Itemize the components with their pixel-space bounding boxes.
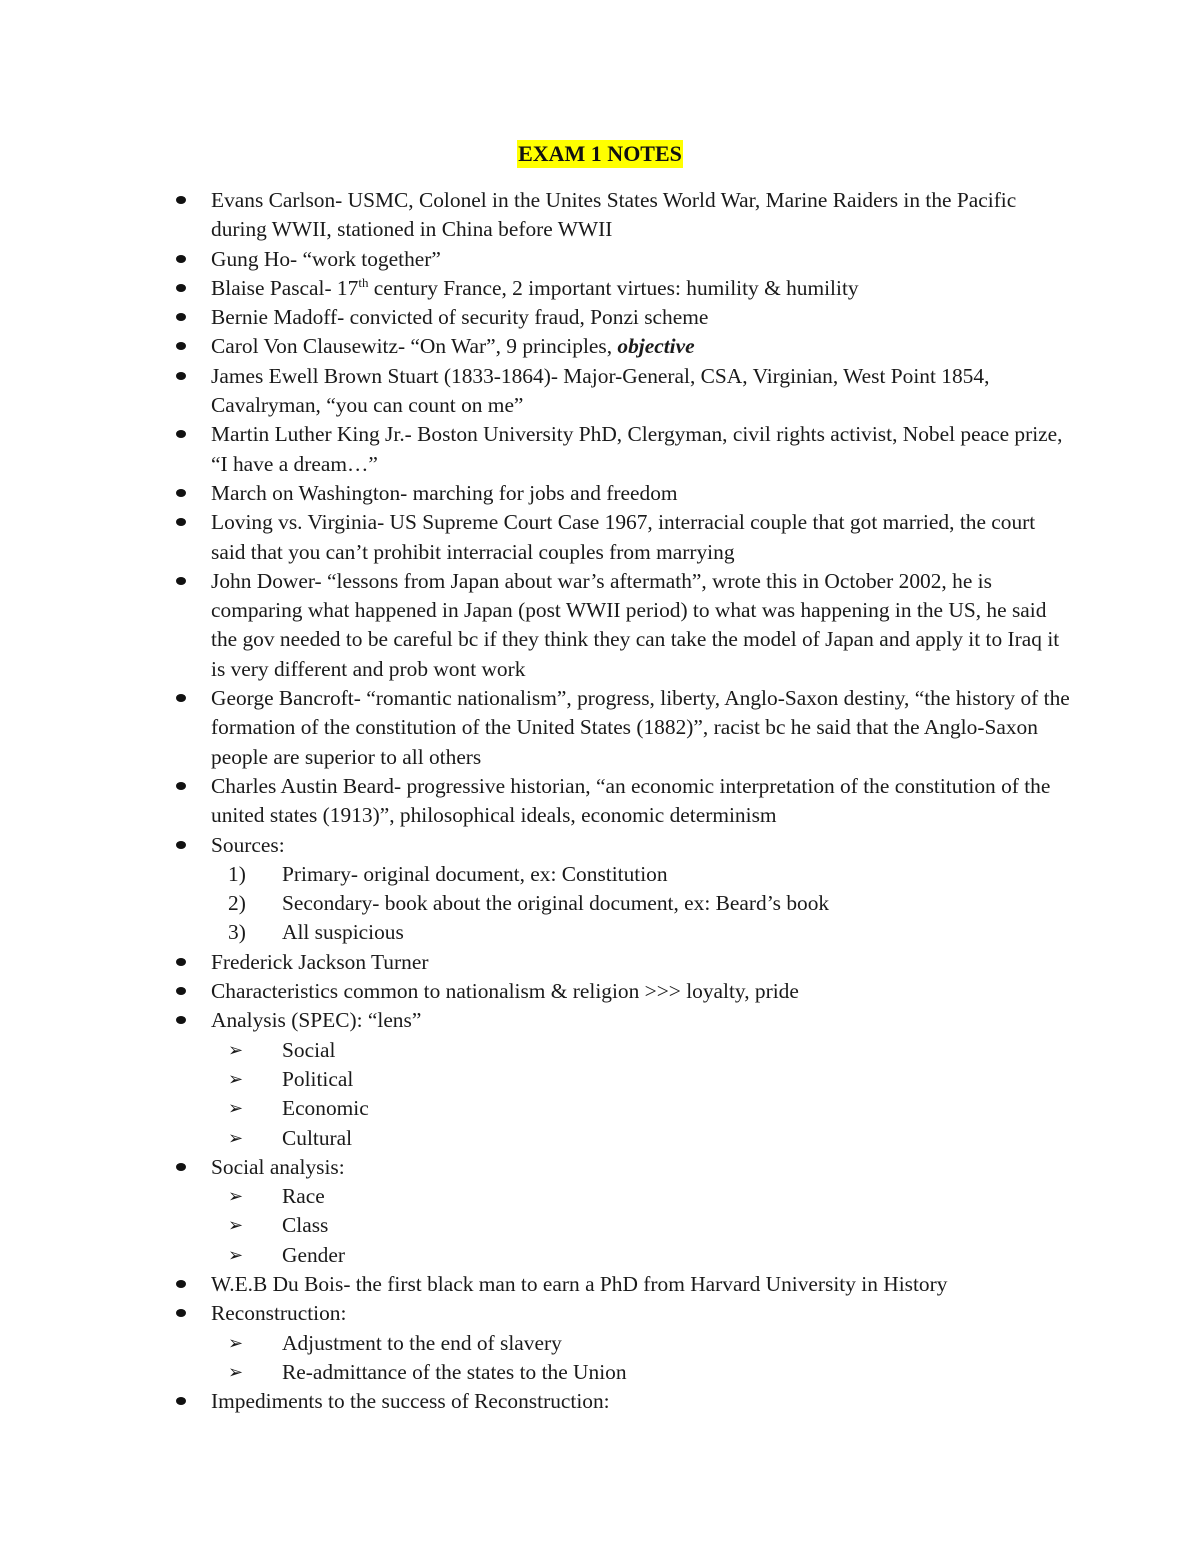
superscript-text: th (358, 274, 369, 290)
list-item-text: Evans Carlson- USMC, Colonel in the Unites States World War, Marine Raiders in the Pacific during WWII, stationed in China before WWII (211, 188, 1017, 242)
list-item-text (211, 332, 1070, 361)
emphasis-text: objective (617, 334, 695, 359)
sub-list-item (211, 1065, 1070, 1094)
sub-list-item-text: Gender (282, 1242, 345, 1267)
list-item (170, 303, 1070, 332)
arrow-bullet-icon: ➢ (228, 1361, 244, 1383)
sub-list-item (211, 860, 1070, 889)
bullet-icon (176, 518, 186, 526)
list-item (170, 772, 1070, 831)
list-item (170, 362, 1070, 421)
sub-list (211, 1182, 1070, 1270)
list-item-text: Gung Ho- “work together” (211, 246, 441, 271)
list-item (170, 1153, 1070, 1270)
sub-list-item (211, 1094, 1070, 1123)
title-wrap (0, 140, 1200, 168)
list-item (170, 274, 1070, 303)
list-number: 3) (228, 920, 246, 945)
sub-list-item-text: Adjustment to the end of slavery (282, 1330, 562, 1355)
bullet-icon (176, 489, 186, 497)
list-item (170, 1270, 1070, 1299)
bullet-icon (176, 342, 186, 350)
sub-list-item (211, 1036, 1070, 1065)
list-item (170, 186, 1070, 245)
page-title: EXAM 1 NOTES (518, 141, 682, 166)
list-item-text: Analysis (SPEC): “lens” (211, 1008, 422, 1033)
sub-list-item (211, 1124, 1070, 1153)
list-item-text: Reconstruction: (211, 1301, 347, 1326)
sub-list-item-text: All suspicious (282, 920, 404, 945)
list-item (170, 508, 1070, 567)
bullet-icon (176, 1280, 186, 1288)
arrow-bullet-icon: ➢ (228, 1244, 244, 1266)
list-item-text: John Dower- “lessons from Japan about war’s aftermath”, wrote this in October 2002, he is comparing what happened in Japan (post WWII period) to what was happening in the US, he said the gov needed to be careful bc if they think they can take the model of Japan and apply it to Iraq it is very different and prob wont work (211, 568, 1060, 681)
sub-list-item-text: Race (282, 1184, 325, 1209)
list-item (170, 831, 1070, 948)
sub-list-item (211, 1182, 1070, 1211)
bullet-icon (176, 255, 186, 263)
list-item (170, 1299, 1070, 1387)
list-item (170, 567, 1070, 684)
sub-list-item-text: Cultural (282, 1125, 353, 1150)
list-item-text-part: century France, 2 important virtues: humility & humility (368, 275, 859, 300)
list-item (170, 332, 1070, 361)
list-item-text: Social analysis: (211, 1154, 345, 1179)
bullet-icon (176, 196, 186, 204)
bullet-icon (176, 1016, 186, 1024)
sub-list-item-text: Social (282, 1037, 336, 1062)
arrow-bullet-icon: ➢ (228, 1332, 244, 1354)
arrow-bullet-icon: ➢ (228, 1186, 244, 1208)
list-item (170, 1387, 1070, 1416)
notes-content (170, 186, 1070, 1416)
list-item-text: Martin Luther King Jr.- Boston University PhD, Clergyman, civil rights activist, Nobel peace prize, “I have a dream…” (211, 422, 1063, 476)
list-item-text-part: Carol Von Clausewitz- “On War”, 9 principles, (211, 334, 618, 359)
list-item-text: Frederick Jackson Turner (211, 949, 429, 974)
bullet-icon (176, 372, 186, 380)
arrow-bullet-icon: ➢ (228, 1068, 244, 1090)
arrow-bullet-icon: ➢ (228, 1039, 244, 1061)
bullet-icon (176, 782, 186, 790)
bullet-icon (176, 1163, 186, 1171)
list-item (170, 684, 1070, 772)
list-item-text: Impediments to the success of Reconstruction: (211, 1389, 610, 1414)
bullet-icon (176, 1309, 186, 1317)
bullet-icon (176, 284, 186, 292)
sub-list-item (211, 1329, 1070, 1358)
sub-list-item (211, 1211, 1070, 1240)
sub-list (211, 1329, 1070, 1388)
bullet-icon (176, 987, 186, 995)
bullet-icon (176, 577, 186, 585)
list-item (170, 479, 1070, 508)
sub-list-item-text: Secondary- book about the original document, ex: Beard’s book (282, 891, 830, 916)
arrow-bullet-icon: ➢ (228, 1127, 244, 1149)
sub-list-item-text: Class (282, 1213, 329, 1238)
sub-list-item-text: Primary- original document, ex: Constitution (282, 861, 668, 886)
bullet-icon (176, 694, 186, 702)
bullet-icon (176, 958, 186, 966)
list-item-text (211, 274, 1070, 303)
list-item (170, 948, 1070, 977)
list-item-text-part: Blaise Pascal- 17 (211, 275, 359, 300)
bullet-icon (176, 313, 186, 321)
sub-list-item-text: Re-admittance of the states to the Union (282, 1359, 627, 1384)
list-item (170, 1006, 1070, 1152)
list-item-text: Sources: (211, 832, 285, 857)
list-item-text: Charles Austin Beard- progressive historian, “an economic interpretation of the constitution of the united states (1913)”, philosophical ideals, economic determinism (211, 773, 1051, 828)
arrow-bullet-icon: ➢ (228, 1215, 244, 1237)
arrow-bullet-icon: ➢ (228, 1098, 244, 1120)
sub-list-item (211, 918, 1070, 947)
list-number: 1) (228, 861, 246, 886)
list-item (170, 977, 1070, 1006)
list-item-text: Characteristics common to nationalism & religion >>> loyalty, pride (211, 979, 799, 1004)
sub-list-item (211, 889, 1070, 918)
list-item-text: James Ewell Brown Stuart (1833-1864)- Major-General, CSA, Virginian, West Point 1854, Cavalryman, “you can count on me” (211, 363, 990, 418)
list-item-text: W.E.B Du Bois- the first black man to earn a PhD from Harvard University in History (211, 1271, 948, 1296)
sub-list-item-text: Political (282, 1066, 354, 1091)
list-item-text: George Bancroft- “romantic nationalism”, progress, liberty, Anglo-Saxon destiny, “the history of the formation of the constitution of the United States (1882)”, racist bc he said that the Anglo-Saxon people are superior to all others (211, 686, 1070, 769)
sub-list-item-text: Economic (282, 1096, 369, 1121)
list-item-text: Bernie Madoff- convicted of security fraud, Ponzi scheme (211, 305, 709, 330)
list-item (170, 420, 1070, 479)
list-item (170, 245, 1070, 274)
sub-list (211, 1036, 1070, 1153)
list-number: 2) (228, 891, 246, 916)
notes-list (170, 186, 1070, 1416)
bullet-icon (176, 841, 186, 849)
sub-list-item (211, 1241, 1070, 1270)
sub-list-item (211, 1358, 1070, 1387)
bullet-icon (176, 430, 186, 438)
sub-list (211, 860, 1070, 948)
list-item-text: Loving vs. Virginia- US Supreme Court Case 1967, interracial couple that got married, the court said that you can’t prohibit interracial couples from marrying (211, 510, 1036, 564)
list-item-text: March on Washington- marching for jobs and freedom (211, 480, 678, 505)
bullet-icon (176, 1397, 186, 1405)
